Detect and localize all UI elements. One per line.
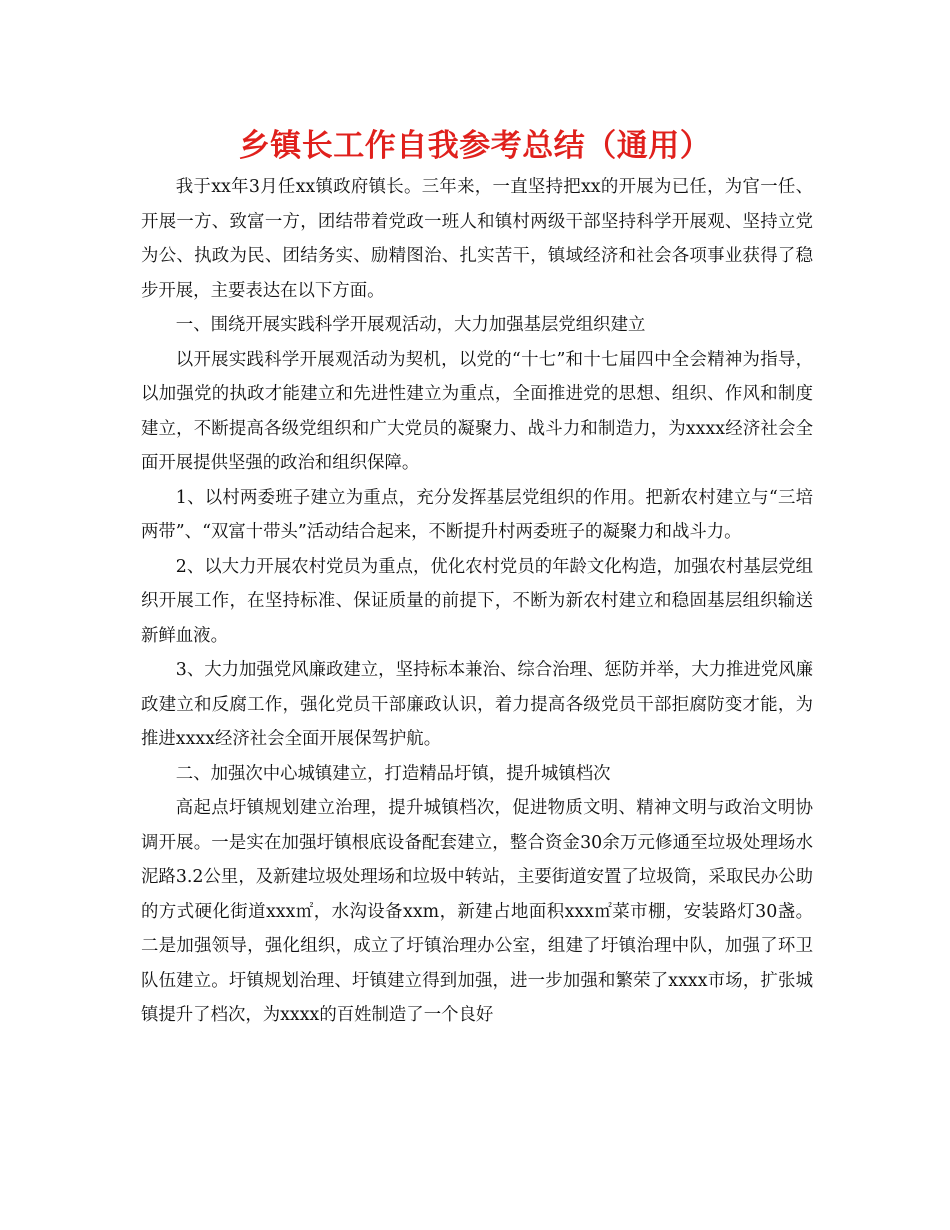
section-heading-1: 一、围绕开展实践科学开展观活动，大力加强基层党组织建立 [175,315,646,335]
paragraph-item-3: 3、大力加强党风廉政建立，坚持标本兼治、综合治理、惩防并举，大力推进党风廉政建立和反腐工作，强化党员干部廉政认识，着力提高各级党员干部拒腐防变才能，为推进xxxx经济社会全面开展保驾护航。 [141,660,813,749]
paragraph-intro: 我于xx年3月任xx镇政府镇长。三年来，一直坚持把xx的开展为已任，为官一任、开展一方、致富一方，团结带着党政一班人和镇村两级干部坚持科学开展观、坚持立党为公、执政为民、团结务实、励精图治、扎实苦干，镇域经济和社会各项事业获得了稳步开展，主要表达在以下方面。 [141,177,813,301]
paragraph-party-building: 以开展实践科学开展观活动为契机，以党的“十七”和十七届四中全会精神为指导，以加强党的执政才能建立和先进性建立为重点，全面推进党的思想、组织、作风和制度建立，不断提高各级党组织和广大党员的凝聚力、战斗力和制造力，为xxxx经济社会全面开展提供坚强的政治和组织保障。 [141,349,813,473]
paragraph-item-1: 1、以村两委班子建立为重点，充分发挥基层党组织的作用。把新农村建立与“三培两带”、“双富十带头”活动结合起来，不断提升村两委班子的凝聚力和战斗力。 [141,487,813,542]
paragraph-item-2: 2、以大力开展农村党员为重点，优化农村党员的年龄文化构造，加强农村基层党组织开展工作，在坚持标准、保证质量的前提下，不断为新农村建立和稳固基层组织输送新鲜血液。 [141,556,813,646]
paragraph-town-construction: 高起点圩镇规划建立治理，提升城镇档次，促进物质文明、精神文明与政治文明协调开展。一是实在加强圩镇根底设备配套建立，整合资金30余万元修通至垃圾处理场水泥路3.2公里，及新建垃圾处理场和垃圾中转站，主要街道安置了垃圾筒，采取民办公助的方式硬化街道xxx㎡，水沟设备xxm，新建占地面积xxx㎡菜市棚，安装路灯30盏。二是加强领导，强化组织，成立了圩镇治理办公室，组建了圩镇治理中队，加强了环卫队伍建立。圩镇规划治理、圩镇建立得到加强，进一步加强和繁荣了xxxx市场，扩张城镇提升了档次，为xxxx的百姓制造了一个良好 [141,798,813,1025]
document-title: 乡镇长工作自我参考总结（通用） [238,128,712,164]
document-body [141,170,813,1033]
section-heading-2: 二、加强次中心城镇建立，打造精品圩镇，提升城镇档次 [175,763,611,784]
